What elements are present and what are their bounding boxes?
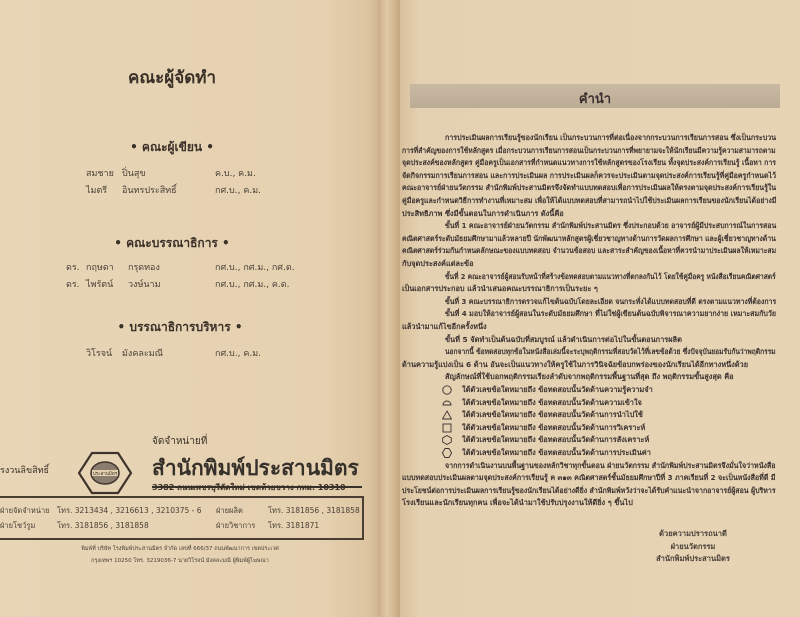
printer-line: พิมพ์ที่ บริษัท โรงพิมพ์ประสานมิตร จำกัด เลขที่ 666/37 ถนนพัฒนาการ เขตประเวศ (81, 546, 279, 552)
body-text-line: คณะอาจารย์ฝ่ายนวัตกรรม สำนักพิมพ์ประสานมิตรจึงจัดทำแบบทดสอบเพื่อการประเมินผลให้ตรงตามจุดประสงค์การเรียนรู้ใน (402, 183, 777, 193)
member-first-name: กฤษดา (86, 263, 114, 273)
body-text-line: การประเมินผลการเรียนรู้ของนักเรียน เป็นกระบวนการที่ต่อเนื่องจากกระบวนการเรียนการสอน ซึ่งเป็นกระบวน (445, 133, 777, 142)
triangle-symbol-icon (442, 410, 452, 420)
body-text-line: จากการดำเนินงานบนพื้นฐานของหลักวิชาทุกขั้นตอน ฝ่ายนวัตกรรม สำนักพิมพ์ประสานมิตรจึงมั่นใจว่าหนังสือ (445, 460, 776, 470)
member-first-name: สมชาย (86, 169, 114, 179)
body-text-line: จัดกิจกรรมการเรียนการสอน และการประเมินผล การประเมินผลก็ควรจะประเมินตามจุดประสงค์การเรียนรู้ที่คู่มือครูกำหนดไว้ (402, 170, 777, 180)
publisher-name: สำนักพิมพ์ประสานมิตร (152, 452, 362, 488)
body-text-line: ใต้ตัวเลขข้อใดหมายถึง ข้อทดสอบนั้นวัดด้านการนำไปใช้ (462, 410, 643, 420)
contact-dept: ฝ่ายผลิต (216, 506, 243, 515)
contact-dept: ฝ่ายโชว์รูม (0, 521, 36, 530)
body-text-line: ด้านความรู้แบ่งเป็น 6 ด้าน อันจะเป็นแนวทางให้ครูใช้ในการวินิจฉัยข้อบกพร่องของนักเรียนได้อีกทางหนึ่งด้วย (402, 359, 749, 369)
body-text-line: ใต้ตัวเลขข้อใดหมายถึง ข้อทดสอบนั้นวัดด้านการสังเคราะห์ (462, 435, 650, 445)
publisher-logo (78, 451, 132, 495)
body-text-line: ประสิทธิภาพ ซึ่งมีขั้นตอนในการดำเนินการ ดังนี้คือ (402, 208, 564, 218)
contact-phone: โทร. 3181856 , 3181858 (57, 521, 149, 530)
half-circle-symbol-icon (442, 398, 452, 408)
body-text-line: เป็นเอกสารประกอบ แล้วนำเสนอคณะบรรณาธิการเป็นระยะ ๆ (402, 284, 598, 294)
copyright-notice: รงวนลิขสิทธิ์ (0, 466, 50, 476)
body-text-line: แบบทดสอบประเมินผลตามจุดประสงค์การเรียนรู้ ค ๓๑๓ คณิตศาสตร์ชั้นมัธยมศึกษาปีที่ 3 ภาคเรียนที่ 2 จะเป็นหนังสือที่ดี มี (402, 473, 776, 483)
body-text-line: คณิตศาสตร์ร่วมกันกำหนดลักษณะของแบบทดสอบ จำนวนข้อสอบ และสาระสำคัญของเนื้อหาที่ควรนำมาประเมินผลให้เหมาะสม (402, 246, 777, 256)
contact-phone: โทร. 3213434 , 3216613 , 3210375 - 6 (57, 506, 202, 515)
member-first-name: ไพรัตน์ (86, 280, 114, 290)
member-first-name: ไมตรี (86, 186, 108, 196)
body-text-line: โรงเรียนและนักเรียนทุกคน เพื่อจะได้นำมาใช้ปรับปรุงงานให้ดียิ่ง ๆ ขึ้นไป (402, 498, 633, 508)
body-text-line: แล้วนำมาแก้ไขอีกครั้งหนึ่ง (402, 322, 487, 331)
body-text-line: จุดประสงค์ของหลักสูตร คู่มือครูเป็นเอกสารที่กำหนดแนวทางการใช้หลักสูตรของโรงเรียน ทั้งจุดประสงค์การเรียนรู้ เนื้อหา การ (402, 158, 776, 168)
body-text-line: คู่มือครูและกำหนดวิธีการทำงานที่เหมาะสม เพื่อให้ได้แบบทดสอบที่สามารถนำไปใช้ประเมินผลการเรียนของนักเรียนได้อย่างมี (402, 196, 777, 205)
page-title: คณะผู้จัดทำ (128, 68, 216, 88)
body-text-line: ใต้ตัวเลขข้อใดหมายถึง ข้อทดสอบนั้นวัดด้านความรู้ความจำ (462, 385, 653, 394)
section-heading-editors: • คณะบรรณาธิการ • (114, 236, 230, 250)
body-text-line: นอกจากนี้ ข้อทดสอบทุกข้อในหนังสือเล่มนี้จะระบุพฤติกรรมที่สอบวัดไว้ที่เลขข้อด้วย ซึ่งปัจจุบันยอมรับกันว่าพฤติกรรม (445, 347, 776, 357)
member-last-name: มังคละมณี (122, 349, 163, 359)
member-degree: กศ.บ., ค.ม. (215, 349, 261, 359)
member-prefix: ดร. (66, 280, 80, 290)
member-degree: กศ.บ., กศ.ม., ค.ด. (215, 280, 290, 290)
signature-line: ฝ่ายนวัตกรรม (670, 542, 716, 551)
publisher-address: 3382 ถนนเพชรบุรีตัดใหม่ เขตห้วยขวาง กทม. 10310 (152, 483, 346, 492)
body-text-line: ขั้นที่ 4 มอบให้อาจารย์ผู้สอนในระดับมัธยมศึกษา ที่ไม่ใช่ผู้เขียนต้นฉบับพิจารณาความยากง่าย เหมาะสมกับวัย (445, 309, 777, 319)
body-text-line: การที่สำคัญของการใช้หลักสูตร เมื่อกระบวนการเรียนการสอนเป็นกระบวนการที่พยายามจะให้นักเรียนมีความรู้ความสามารถตาม (402, 145, 776, 155)
member-degree: กศ.บ., ค.ม. (215, 186, 261, 196)
hexagon-symbol-icon (442, 448, 452, 458)
body-text-line: ขั้นที่ 3 คณะบรรณาธิการตรวจแก้ไขต้นฉบับโดยละเอียด จนกระทั่งได้แบบทดสอบที่ดี ตรงตามแนวทางที่ต้องการ (445, 296, 777, 306)
body-text-line: ใต้ตัวเลขข้อใดหมายถึง ข้อทดสอบนั้นวัดด้านความเข้าใจ (462, 397, 642, 407)
member-last-name: ปิ่นสุข (122, 169, 146, 179)
body-text-line: ใต้ตัวเลขข้อใดหมายถึง ข้อทดสอบนั้นวัดด้านการประเมินค่า (462, 448, 651, 457)
body-text-line: ขั้นที่ 5 จัดทำเป็นต้นฉบับที่สมบูรณ์ แล้วดำเนินการต่อไปในขั้นตอนการผลิต (445, 334, 682, 344)
svg-text:ประสานมิตร: ประสานมิตร (92, 472, 118, 477)
member-degree: ค.บ., ค.ม. (215, 169, 256, 179)
printer-line: กรุงเทพฯ 10250 โทร. 3219036-7 นายวิโรจน์ มังคละมณี ผู้พิมพ์ผู้โฆษณา (91, 558, 269, 564)
member-last-name: วงษ์นาม (128, 280, 161, 290)
contact-phone: โทร. 3181871 (268, 521, 320, 530)
diamond-hexagon-symbol-icon (442, 435, 452, 445)
section-heading-executive-editor: • บรรณาธิการบริหาร • (117, 320, 243, 334)
member-last-name: กรุดทอง (128, 263, 160, 273)
body-text-line: คณิตศาสตร์ระดับมัธยมศึกษามาแล้วหลายปี นักพัฒนาหลักสูตรผู้เชี่ยวชาญทางด้านการวัดผลการศึกษา และผู้เชี่ยวชาญทางด้าน (402, 233, 776, 243)
left-page (0, 0, 380, 617)
member-first-name: วิโรจน์ (86, 349, 113, 359)
contact-dept: ฝ่ายวิชาการ (216, 521, 256, 530)
section-heading-writers: • คณะผู้เขียน • (130, 140, 214, 154)
member-last-name: อินทรประสิทธิ์ (122, 186, 177, 196)
member-degree: กศ.บ., กศ.ม., กศ.ด. (215, 263, 295, 273)
circle-symbol-icon (442, 385, 452, 395)
body-text-line: กับจุดประสงค์แต่ละข้อ (402, 259, 474, 268)
preface-body (402, 133, 776, 513)
preface-title: คำนำ (578, 92, 612, 107)
signature-line: ด้วยความปรารถนาดี (659, 529, 727, 538)
distributed-by-label: จัดจำหน่ายที่ (152, 436, 208, 447)
signature-line: สำนักพิมพ์ประสานมิตร (656, 554, 730, 563)
body-text-line: ประโยชน์ต่อการประเมินผลการเรียนรู้ของนักเรียนได้อย่างดียิ่ง สำนักพิมพ์หวังว่าจะได้รับคำแนะนำจากอาจารย์ผู้สอน ผู้บริหาร (402, 485, 776, 495)
body-text-line: ใต้ตัวเลขข้อใดหมายถึง ข้อทดสอบนั้นวัดด้านการวิเคราะห์ (462, 422, 646, 432)
contact-dept: ฝ่ายจัดจำหน่าย (0, 506, 50, 515)
body-text-line: สัญลักษณ์ที่ใช้บอกพฤติกรรมเรียงลำดับจากพฤติกรรมพื้นฐานที่สุด ถึง พฤติกรรมขั้นสูงสุด คือ (445, 372, 734, 382)
book-spine (378, 0, 400, 617)
body-text-line: ขั้นที่ 1 คณะอาจารย์ฝ่ายนวัตกรรม สำนักพิมพ์ประสานมิตร ซึ่งประกอบด้วย อาจารย์ผู้มีประสบการณ์ในการสอน (445, 221, 777, 231)
contact-box (0, 496, 364, 540)
square-symbol-icon (442, 423, 452, 433)
contact-phone: โทร. 3181856 , 3181858 (268, 506, 360, 515)
member-prefix: ดร. (66, 263, 80, 273)
body-text-line: ขั้นที่ 2 คณะอาจารย์ผู้สอนรับหน้าที่สร้างข้อทดสอบตามแนวทางที่ตกลงกันไว้ โดยใช้คู่มือครู หนังสือเรียนคณิตศาสตร์ (445, 271, 776, 281)
